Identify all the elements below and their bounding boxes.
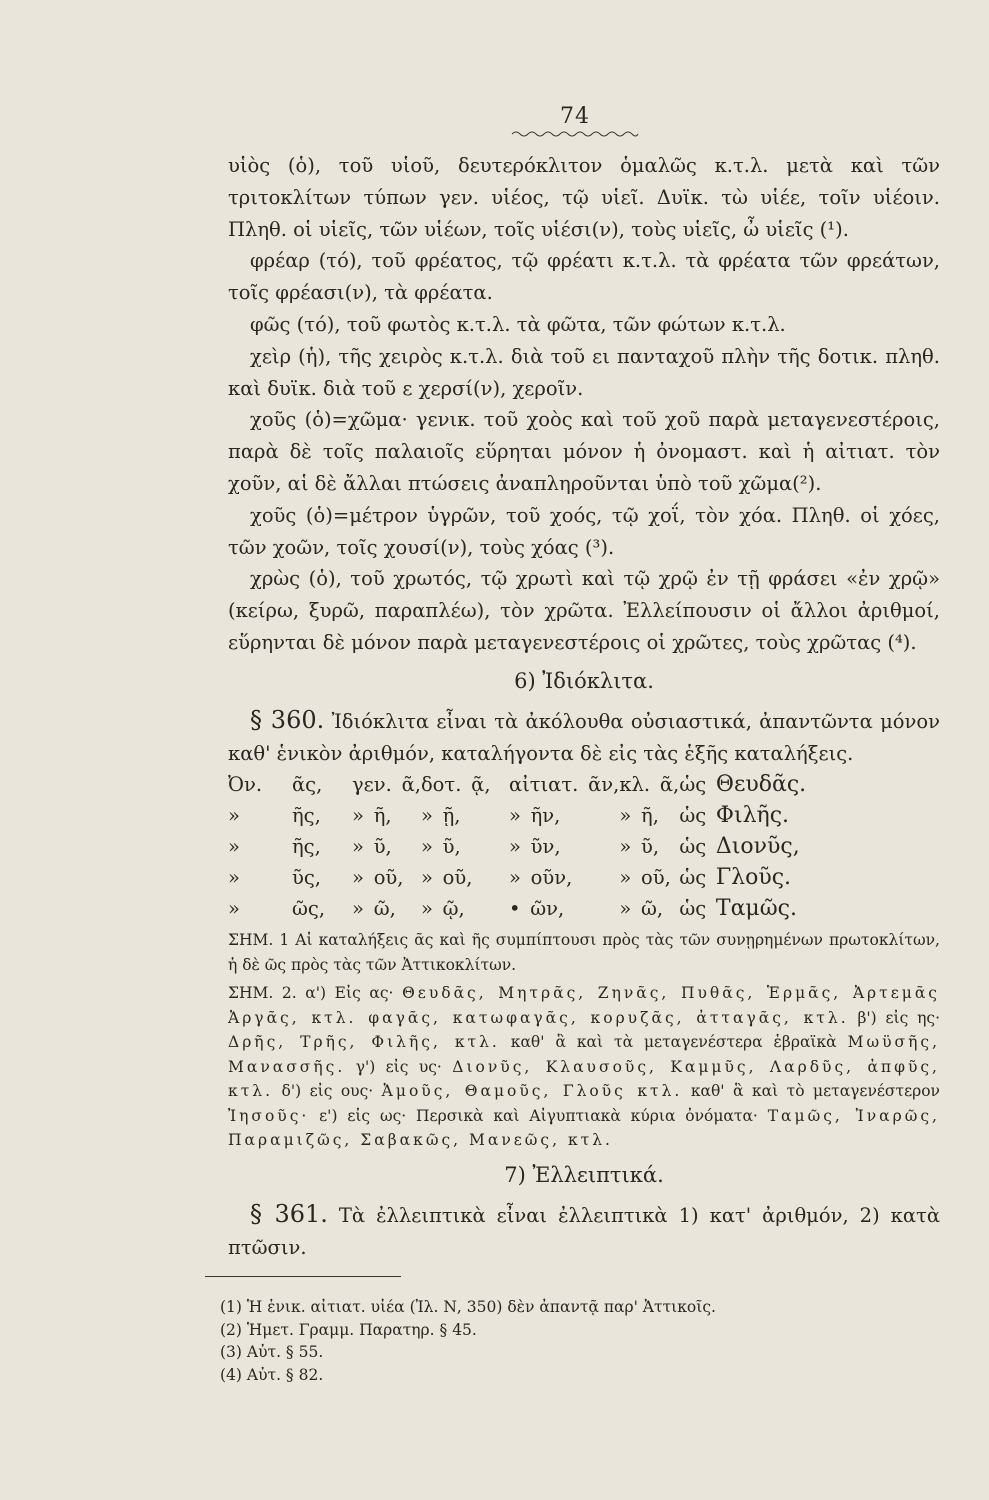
endings-cell [228, 893, 292, 924]
entry-chros: χρὼς (ὁ), τοῦ χρωτός, τῷ χρωτὶ καὶ τῷ χρῷ ἐν τῇ φράσει «ἐν χρῷ» (κείρω, ξυρῶ, παραπλέω), τὸν χρῶτα. Ἐλλείπουσιν οἱ ἄλλοι ἀριθμοί, εὕρηνται δὲ μόνον παρὰ μεταγενεστέροις οἱ χρῶτες, τοὺς χρῶτας (⁴). [228, 567, 940, 654]
ending-form: οῦ, [373, 866, 404, 890]
ending-form: » [420, 804, 433, 828]
endings-cell [619, 800, 679, 831]
endings-cell [421, 800, 509, 831]
ending-form: ᾶν, [588, 773, 620, 797]
endings-table [228, 769, 847, 924]
note-2 [228, 981, 940, 1153]
endings-cell [352, 862, 421, 893]
note-2-d-iesous: Ἰησοῦς· [228, 1106, 310, 1125]
ending-form: • [508, 897, 521, 921]
ending-form: οῦ, [641, 866, 671, 890]
ending-form: » [352, 804, 364, 828]
ending-form: » [508, 866, 521, 890]
ending-form: ῷ, [442, 897, 465, 921]
ending-form: » [508, 835, 521, 859]
endings-cell [509, 831, 619, 862]
endings-cell [292, 769, 352, 800]
ending-form: » [228, 866, 240, 890]
endings-row [228, 831, 847, 862]
page-number-block [505, 104, 645, 137]
ending-form: ᾶ, [659, 773, 680, 797]
entry-phrear: φρέαρ (τό), τοῦ φρέατος, τῷ φρέατι κ.τ.λ. τὰ φρέατα τῶν φρεάτων, τοῖς φρέασι(ν), τὰ φρέατα. [228, 249, 940, 305]
footnote-3: (3) Αὐτ. § 55. [220, 1343, 324, 1361]
note-2-c-label: γ') εἰς υς· [355, 1057, 442, 1076]
ending-form: » [619, 897, 632, 921]
ending-form: ῶν, [530, 897, 565, 921]
ending-form: ῆς, [292, 835, 321, 859]
ending-form: » [352, 866, 364, 890]
endings-cell [679, 831, 847, 862]
endings-cell [352, 831, 421, 862]
ending-form: » [619, 866, 632, 890]
ending-form: ὡς [679, 804, 707, 828]
endings-cell [228, 769, 292, 800]
ending-form: κλ. [619, 773, 651, 797]
ending-form: αἰτιατ. [508, 773, 579, 797]
endings-cell [509, 893, 619, 924]
section-heading-idioklita: 6) Ἰδιόκλιτα. [514, 668, 654, 693]
ending-form: ῦ, [442, 835, 461, 859]
main-text [228, 150, 940, 1263]
ending-form: Ὀν. [228, 773, 263, 797]
ending-form: » [228, 835, 240, 859]
ending-form: » [420, 897, 433, 921]
ending-form: δοτ. [420, 773, 462, 797]
ending-form: » [352, 835, 364, 859]
endings-cell [352, 893, 421, 924]
ending-form: ῦς, [292, 866, 321, 890]
example-name: Γλοῦς. [715, 865, 792, 891]
endings-cell [679, 800, 847, 831]
ending-form: οῦ, [442, 866, 473, 890]
note-2-d-cont: καθ' ἃ καὶ τὸ μεταγενέστερον [690, 1082, 940, 1101]
endings-row [228, 893, 847, 924]
ending-form: ῶ, [373, 897, 396, 921]
section-360-mark: § 360. [250, 705, 325, 734]
note-2-b-names: Δρῆς, Τρῆς, Φιλῆς, κτλ. [228, 1033, 500, 1052]
ending-form: » [228, 804, 240, 828]
ending-form: ὡς [679, 773, 707, 797]
note-2-a-names: Θευδᾶς, Μητρᾶς, Ζηνᾶς, Πυθᾶς, Ἑρμᾶς, Ἀρτεμᾶς Ἀργᾶς, κτλ. φαγᾶς, κατωφαγᾶς, κορυζᾶς, ἀτταγᾶς, κτλ. [228, 984, 940, 1027]
endings-cell [421, 893, 509, 924]
ending-form: ῆς, [292, 804, 321, 828]
note-2-b-label: β') εἰς ης· [857, 1008, 940, 1027]
endings-cell [509, 800, 619, 831]
ending-form: ῆν, [530, 804, 561, 828]
section-heading-elleiptika: 7) Ἐλλειπτικά. [504, 1162, 664, 1187]
ending-form: ῶς, [292, 897, 326, 921]
ending-form: ῆ, [373, 804, 392, 828]
ending-form: ῦ, [373, 835, 392, 859]
endings-cell [352, 800, 421, 831]
ending-form: » [420, 835, 433, 859]
endings-row [228, 769, 847, 800]
endings-cell [421, 862, 509, 893]
note-1: ΣΗΜ. 1 Αἱ καταλήξεις ᾶς καὶ ῆς συμπίπτουσι πρὸς τὰς τῶν συνῃρημένων πρωτοκλίτων, ἡ δὲ ῶς πρὸς τὰς τῶν Ἀττικοκλίτων. [228, 931, 940, 974]
endings-cell [509, 769, 619, 800]
endings-cell [679, 769, 847, 800]
endings-cell [679, 862, 847, 893]
section-360 [228, 705, 940, 770]
section-361-text: Τὰ ἐλλειπτικὰ εἶναι ἐλλειπτικὰ 1) κατ' ἀριθμόν, 2) κατὰ πτῶσιν. [228, 1203, 940, 1259]
ending-form: ῦν, [530, 835, 561, 859]
footnote-1: (1) Ἡ ἑνικ. αἰτιατ. υἱέα (Ἰλ. Ν, 350) δὲν ἀπαντᾷ παρ' Ἀττικοῖς. [220, 1298, 716, 1316]
ending-form: ᾶς, [292, 773, 323, 797]
ending-form: » [619, 804, 632, 828]
note-2-d-label: δ') εἰς ους· [281, 1082, 374, 1101]
section-360-text: Ἰδιόκλιτα εἶναι τὰ ἀκόλουθα οὐσιαστικά, ἀπαντῶντα μόνον καθ' ἑνικὸν ἀριθμόν, καταλήγοντα δὲ εἰς τὰς ἑξῆς καταλήξεις. [228, 709, 940, 765]
page-number: 74 [560, 104, 590, 129]
ending-form: ᾷ, [471, 773, 491, 797]
ending-form: ῦ, [641, 835, 660, 859]
ending-form: ὡς [679, 897, 707, 921]
note-2-d-names: Ἀμοῦς, Θαμοῦς, Γλοῦς κτλ. [381, 1082, 683, 1101]
endings-cell [228, 862, 292, 893]
entry-chous-2: χοῦς (ὁ)=μέτρον ὑγρῶν, τοῦ χοός, τῷ χοΐ, τὸν χόα. Πληθ. οἱ χόες, τῶν χοῶν, τοῖς χουσί(ν), τοὺς χόας (³). [228, 503, 940, 559]
ending-form: » [619, 835, 632, 859]
page-number-ornament [510, 129, 640, 137]
ending-form: ὡς [679, 866, 707, 890]
endings-cell [292, 862, 352, 893]
example-name: Ταμῶς. [715, 896, 797, 922]
entry-chous-1: χοῦς (ὁ)=χῶμα· γενικ. τοῦ χοὸς καὶ τοῦ χοῦ παρὰ μεταγενεστέροις, παρὰ δὲ τοῖς παλαιοῖς εὕρηται μόνον ἡ ὀνομαστ. καὶ ἡ αἰτιατ. τὸν χοῦν, αἱ δὲ ἄλλαι πτώσεις ἀναπληροῦνται ὑπὸ τοῦ χῶμα(²). [228, 408, 940, 495]
endings-cell [619, 893, 679, 924]
endings-cell [292, 800, 352, 831]
ending-form: ῆ, [641, 804, 659, 828]
ending-form: οῦν, [530, 866, 573, 890]
ending-form: ῇ, [442, 804, 461, 828]
ending-form: ῶ, [641, 897, 664, 921]
endings-cell [352, 769, 421, 800]
example-name: Φιλῆς. [715, 803, 790, 829]
ending-form: γεν. [352, 773, 392, 797]
ending-form: » [420, 866, 433, 890]
example-name: Θευδᾶς. [715, 772, 807, 798]
note-2-c-names: Διονῦς, Κλαυσοῦς, Καμμῦς, Λαρδῦς, ἀπφῦς, κτλ. [228, 1057, 940, 1101]
example-name: Διονῦς, [715, 834, 800, 860]
footnote-2: (2) Ἡμετ. Γραμμ. Παρατηρ. § 45. [220, 1320, 477, 1339]
endings-cell [292, 831, 352, 862]
entry-phos: φῶς (τό), τοῦ φωτὸς κ.τ.λ. τὰ φῶτα, τῶν φώτων κ.τ.λ. [250, 312, 786, 336]
endings-cell [228, 831, 292, 862]
endings-cell [228, 800, 292, 831]
ending-form: » [228, 897, 240, 921]
endings-row [228, 800, 847, 831]
endings-cell [421, 831, 509, 862]
ending-form: ᾶ, [401, 773, 421, 797]
note-2-b-cont: καθ' ἃ καὶ τὰ μεταγενέστερα ἑβραϊκὰ [510, 1033, 837, 1052]
endings-cell [679, 893, 847, 924]
footnote-divider [205, 1276, 401, 1277]
entry-cheir: χεὶρ (ἡ), τῆς χειρὸς κ.τ.λ. διὰ τοῦ ει πανταχοῦ πλὴν τῆς δοτικ. πληθ. καὶ δυϊκ. διὰ τοῦ ε χερσί(ν), χεροῖν. [228, 344, 940, 400]
ending-form: » [352, 897, 364, 921]
endings-cell [509, 862, 619, 893]
endings-cell [619, 831, 679, 862]
note-2-e-label: ε') εἰς ως· Περσικὰ καὶ Αἰγυπτιακὰ κύρια ὀνόματα· [319, 1106, 758, 1125]
note-2-b-hebrew: Μωϋσῆς, Μανασσῆς. [228, 1033, 941, 1076]
endings-cell [292, 893, 352, 924]
note-2-e-names: Ταμῶς, Ἰναρῶς, Παραμιζῶς, Σαβακῶς, Μανεῶς, κτλ. [228, 1106, 940, 1150]
note-2-a-label: ΣΗΜ. 2. α') Εἰς ας· [228, 984, 394, 1003]
endings-cell [619, 769, 679, 800]
ending-form: ὡς [679, 835, 707, 859]
endings-cell [421, 769, 509, 800]
section-361 [228, 1199, 940, 1264]
endings-cell [619, 862, 679, 893]
footnote-4: (4) Αὐτ. § 82. [220, 1365, 324, 1384]
footnotes [220, 1296, 910, 1386]
endings-row [228, 862, 847, 893]
entry-huios: υἱὸς (ὁ), τοῦ υἱοῦ, δευτερόκλιτον ὁμαλῶς κ.τ.λ. μετὰ καὶ τῶν τριτοκλίτων τύπων γεν. υἱέος, τῷ υἱεῖ. Δυϊκ. τὼ υἱέε, τοῖν υἱέοιν. Πληθ. οἱ υἱεῖς, τῶν υἱέων, τοῖς υἱέσι(ν), τοὺς υἱεῖς, ὦ υἱεῖς (¹). [228, 154, 940, 241]
ending-form: » [508, 804, 521, 828]
section-361-mark: § 361. [250, 1199, 328, 1228]
